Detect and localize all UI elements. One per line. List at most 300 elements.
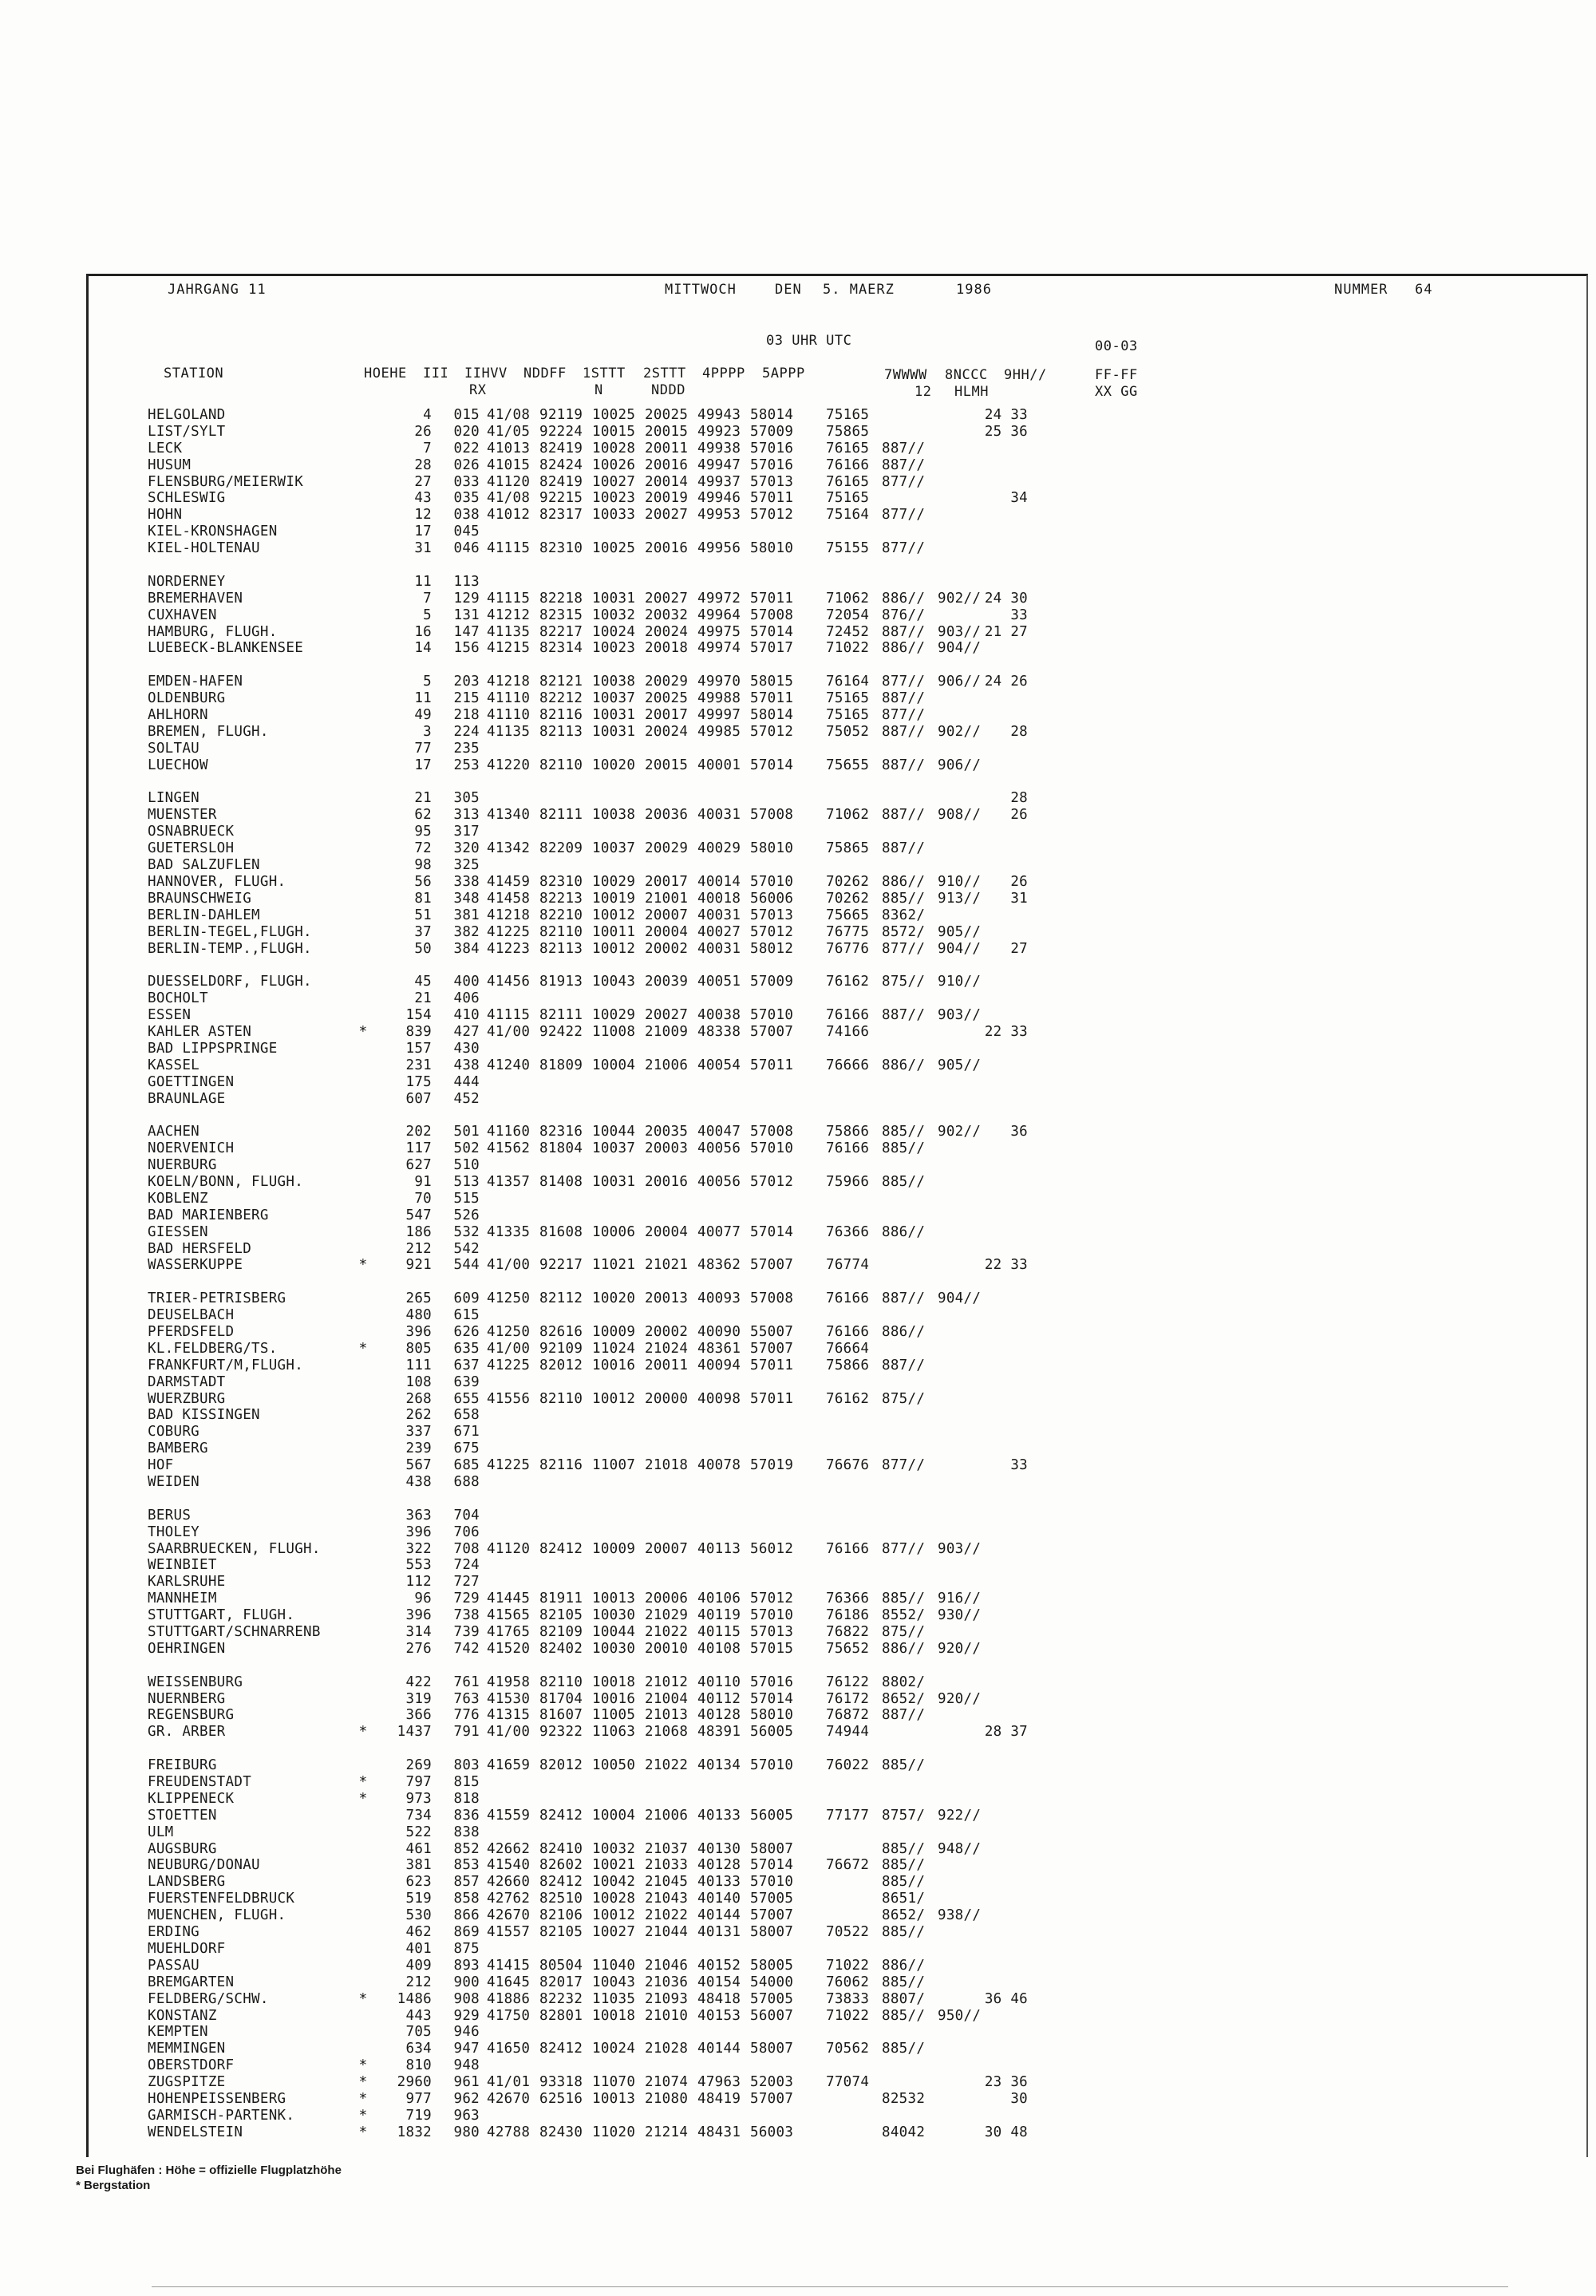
cell-nccc: 8652/ <box>882 1690 926 1707</box>
cell-sttt2: 20035 <box>645 1124 689 1140</box>
cell-sttt2 <box>638 524 690 540</box>
cell-mountain-mark <box>347 790 379 807</box>
cell-wwww: 75052 <box>826 723 870 740</box>
cell-nccc <box>882 2057 938 2074</box>
cell-appp: 57014 <box>750 1223 794 1240</box>
cell-pppp <box>690 1440 743 1457</box>
cell-nccc: 877// <box>882 940 926 957</box>
cell-station-name: FRANKFURT/M,FLUGH. <box>148 1357 304 1373</box>
cell-station-id: 962 <box>453 2090 480 2107</box>
cell-hoehe: 49 <box>414 707 432 724</box>
cell-mountain-mark <box>347 1557 379 1574</box>
cell-sttt2: 21029 <box>645 1607 689 1624</box>
cell-station-id: 444 <box>453 1073 480 1090</box>
cell-nddff <box>532 1524 585 1541</box>
cell-appp: 56005 <box>750 1807 794 1824</box>
cell-sttt1: 10020 <box>592 1290 636 1307</box>
cell-hh9: 910// <box>938 974 982 990</box>
table-row <box>148 741 1345 757</box>
cell-mountain-mark <box>347 891 379 907</box>
table-row <box>148 1824 1345 1841</box>
cell-spacer <box>796 724 826 741</box>
cell-wwww: 77074 <box>826 2074 870 2091</box>
cell-sttt2 <box>638 824 690 840</box>
cell-iihvv: 41225 <box>487 923 531 940</box>
number: 64 <box>1415 282 1433 298</box>
cell-iihvv: 41765 <box>487 1624 531 1641</box>
cell-spacer <box>796 1174 826 1191</box>
cell-station-name: STUTTGART, FLUGH. <box>148 1607 295 1624</box>
cell-ff-gg <box>984 1307 1028 1324</box>
cell-spacer <box>796 1140 826 1157</box>
cell-hoehe: 319 <box>405 1690 432 1707</box>
cell-mountain-mark <box>347 1124 379 1140</box>
cell-nddff: 82310 <box>539 540 583 557</box>
cell-appp: 57013 <box>750 907 794 923</box>
cell-ff-gg <box>984 1891 1028 1907</box>
cell-pppp <box>690 1207 743 1224</box>
cell-spacer <box>796 1941 826 1958</box>
cell-ff-gg <box>984 1241 1028 1258</box>
cell-hoehe: 409 <box>405 1957 432 1974</box>
cell-nddff: 82110 <box>539 923 583 940</box>
cell-nccc <box>882 1440 938 1457</box>
cell-hoehe: 401 <box>405 1940 432 1957</box>
cell-station-name: GR. ARBER <box>148 1724 226 1741</box>
cell-ff-gg <box>984 1541 1028 1558</box>
cell-hoehe: 363 <box>405 1507 432 1523</box>
cell-sttt1: 10033 <box>592 507 636 524</box>
cell-station-name: TRIER-PETRISBERG <box>148 1290 286 1307</box>
cell-appp: 57012 <box>750 923 794 940</box>
cell-pppp: 40090 <box>697 1323 741 1340</box>
table-row <box>148 441 1345 457</box>
group-spacer <box>148 1274 1345 1290</box>
cell-mountain-mark <box>347 924 379 941</box>
cell-sttt2 <box>638 2108 690 2124</box>
cell-station-name: OLDENBURG <box>148 690 226 707</box>
cell-station-id: 853 <box>453 1857 480 1874</box>
table-row <box>148 941 1345 958</box>
table-row <box>148 807 1345 824</box>
cell-hoehe: 31 <box>414 540 432 557</box>
cell-wwww <box>826 1474 882 1491</box>
cell-ff-gg <box>984 857 1028 874</box>
cell-station-id: 515 <box>453 1190 480 1207</box>
cell-station-name: WEIDEN <box>148 1474 200 1490</box>
cell-nddff: 82801 <box>539 2007 583 2024</box>
cell-mountain-mark <box>347 1591 379 1607</box>
cell-station-name: WENDELSTEIN <box>148 2124 243 2140</box>
cell-spacer <box>796 457 826 474</box>
cell-ff-gg <box>984 824 1028 840</box>
cell-ff-gg <box>984 1440 1028 1457</box>
cell-nccc: 8802/ <box>882 1674 926 1690</box>
cell-nccc: 887// <box>882 1357 926 1373</box>
cell-hh9 <box>938 457 984 474</box>
cell-hh9 <box>938 1140 984 1157</box>
cell-wwww: 76166 <box>826 1140 870 1157</box>
table-row <box>148 407 1345 424</box>
cell-nddff: 82111 <box>539 1007 583 1024</box>
cell-hoehe: 202 <box>405 1124 432 1140</box>
cell-wwww <box>826 574 882 591</box>
cell-iihvv <box>480 2057 532 2074</box>
cell-nddff: 82316 <box>539 1124 583 1140</box>
cell-ff-gg <box>984 1007 1028 1024</box>
cell-ff-gg <box>984 1907 1028 1924</box>
cell-station-name: WEISSENBURG <box>148 1674 243 1690</box>
cell-iihvv <box>480 741 532 757</box>
cell-mountain-mark <box>347 1374 379 1391</box>
cell-hh9 <box>938 1440 984 1457</box>
cell-sttt1 <box>585 2108 638 2124</box>
cell-wwww: 71022 <box>826 2007 870 2024</box>
cell-pppp: 40094 <box>697 1357 741 1373</box>
cell-mountain-mark <box>347 1457 379 1474</box>
cell-station-name: KONSTANZ <box>148 2007 217 2024</box>
cell-nccc: 886// <box>882 1640 926 1657</box>
cell-iihvv: 41565 <box>487 1607 531 1624</box>
cell-appp: 58005 <box>750 1957 794 1974</box>
cell-nddff <box>532 1091 585 1108</box>
cell-hoehe: 56 <box>414 873 432 890</box>
cell-pppp: 40112 <box>697 1690 741 1707</box>
cell-pppp: 40113 <box>697 1540 741 1557</box>
cell-appp: 57009 <box>750 974 794 990</box>
cell-spacer <box>796 1924 826 1941</box>
cell-hoehe: 81 <box>414 890 432 907</box>
cell-sttt1: 10044 <box>592 1624 636 1641</box>
cell-ff-gg: 28 <box>1010 790 1028 807</box>
cell-nccc: 887// <box>882 723 926 740</box>
cell-appp: 52003 <box>750 2074 794 2091</box>
cell-mountain-mark <box>347 1524 379 1541</box>
cell-sttt2: 20003 <box>645 1140 689 1157</box>
cell-wwww: 76162 <box>826 1390 870 1407</box>
cell-spacer <box>796 540 826 557</box>
cell-nddff: 92215 <box>539 490 583 507</box>
cell-appp <box>743 1374 796 1391</box>
cell-spacer <box>796 690 826 707</box>
cell-hoehe: 519 <box>405 1891 432 1907</box>
cell-station-name: LUECHOW <box>148 757 208 773</box>
cell-hoehe: 381 <box>405 1857 432 1874</box>
cell-iihvv: 41/08 <box>487 407 531 423</box>
cell-mountain-mark <box>347 724 379 741</box>
cell-station-name: NOERVENICH <box>148 1140 235 1157</box>
cell-ff-gg <box>984 2041 1028 2057</box>
cell-station-name: HOHN <box>148 507 183 524</box>
cell-nddff: 82430 <box>539 2124 583 2140</box>
footnote-airports: Bei Flughäfen : Höhe = offizielle Flugplatzhöhe <box>76 2164 342 2177</box>
cell-nddff: 82317 <box>539 507 583 524</box>
cell-sttt1: 10026 <box>592 456 636 473</box>
cell-sttt2 <box>638 1307 690 1324</box>
cell-appp: 56006 <box>750 890 794 907</box>
cell-spacer <box>796 607 826 624</box>
cell-spacer <box>796 1091 826 1108</box>
cell-station-name: ULM <box>148 1824 174 1840</box>
cell-sttt1: 10037 <box>592 1140 636 1157</box>
cell-ff-gg: 28 <box>1010 723 1028 740</box>
cell-mountain-mark <box>347 574 379 591</box>
cell-spacer <box>796 490 826 507</box>
cell-nccc <box>882 1941 938 1958</box>
cell-station-id: 305 <box>453 790 480 807</box>
cell-spacer <box>796 1907 826 1924</box>
cell-hh9 <box>938 407 984 424</box>
cell-spacer <box>796 1574 826 1591</box>
cell-station-id: 704 <box>453 1507 480 1523</box>
cell-hh9: 930// <box>938 1607 982 1624</box>
cell-iihvv <box>480 1157 532 1174</box>
cell-mountain-mark <box>347 591 379 607</box>
cell-spacer <box>796 1257 826 1274</box>
cell-pppp: 40098 <box>697 1390 741 1407</box>
cell-nddff: 82310 <box>539 873 583 890</box>
cell-hoehe: 553 <box>405 1557 432 1574</box>
cell-spacer <box>796 1624 826 1641</box>
cell-appp: 58010 <box>750 840 794 857</box>
table-row <box>148 2091 1345 2108</box>
cell-station-id: 224 <box>453 723 480 740</box>
cell-ff-gg <box>984 990 1028 1007</box>
cell-pppp <box>690 1374 743 1391</box>
cell-hh9 <box>938 1891 984 1907</box>
cell-nddff: 82419 <box>539 440 583 456</box>
cell-ff-gg <box>984 1057 1028 1074</box>
cell-nddff: 81607 <box>539 1707 583 1724</box>
cell-ff-gg <box>984 1841 1028 1858</box>
cell-spacer <box>796 1991 826 2008</box>
cell-station-id: 203 <box>453 674 480 690</box>
cell-sttt1: 10015 <box>592 423 636 440</box>
table-row <box>148 1041 1345 1057</box>
cell-station-id: 532 <box>453 1223 480 1240</box>
cell-iihvv <box>480 1041 532 1057</box>
cell-ff-gg: 33 <box>1010 1457 1028 1474</box>
cell-appp: 57010 <box>750 1607 794 1624</box>
cell-iihvv <box>480 1574 532 1591</box>
cell-spacer <box>796 1290 826 1307</box>
cell-mountain-mark <box>347 741 379 757</box>
cell-hh9 <box>938 1157 984 1174</box>
cell-hh9 <box>938 857 984 874</box>
cell-iihvv <box>480 1307 532 1324</box>
cell-mountain-mark: * <box>358 1774 368 1791</box>
cell-iihvv: 41415 <box>487 1957 531 1974</box>
cell-spacer <box>796 974 826 990</box>
cell-sttt2: 21013 <box>645 1707 689 1724</box>
cell-wwww <box>826 857 882 874</box>
cell-wwww: 70522 <box>826 1924 870 1941</box>
cell-nddff <box>532 1157 585 1174</box>
cell-spacer <box>796 1958 826 1974</box>
cell-mountain-mark <box>347 1941 379 1958</box>
cell-sttt1: 10013 <box>592 1591 636 1607</box>
cell-hh9: 903// <box>938 623 982 640</box>
cell-nccc: 877// <box>882 473 926 490</box>
cell-station-name: BAD LIPPSPRINGE <box>148 1040 278 1057</box>
cell-appp: 58012 <box>750 940 794 957</box>
cell-sttt2: 21022 <box>645 1624 689 1641</box>
table-row <box>148 690 1345 707</box>
cell-wwww <box>826 1841 882 1858</box>
cell-hh9 <box>938 1874 984 1891</box>
cell-mountain-mark <box>347 524 379 540</box>
cell-station-name: BERLIN-TEGEL,FLUGH. <box>148 923 312 940</box>
cell-spacer <box>796 1074 826 1091</box>
cell-station-name: ZUGSPITZE <box>148 2074 226 2091</box>
cell-station-id: 348 <box>453 890 480 907</box>
table-row <box>148 1074 1345 1091</box>
cell-hoehe: 462 <box>405 1924 432 1941</box>
cell-sttt1: 10020 <box>592 757 636 773</box>
cell-nddff: 82110 <box>539 1390 583 1407</box>
table-row <box>148 974 1345 990</box>
cell-station-name: THOLEY <box>148 1523 200 1540</box>
cell-sttt1: 10004 <box>592 1057 636 1073</box>
cell-sttt1 <box>585 2057 638 2074</box>
cell-iihvv: 41012 <box>487 507 531 524</box>
cell-station-name: STOETTEN <box>148 1807 217 1824</box>
cell-appp: 57007 <box>750 1340 794 1357</box>
col-12: 12 <box>915 384 932 400</box>
cell-sttt1: 11007 <box>592 1457 636 1474</box>
cell-appp: 57013 <box>750 1624 794 1641</box>
cell-iihvv <box>480 1207 532 1224</box>
cell-mountain-mark: * <box>358 2107 368 2124</box>
cell-sttt1: 11040 <box>592 1957 636 1974</box>
cell-hh9 <box>938 2041 984 2057</box>
cell-wwww: 76676 <box>826 1457 870 1474</box>
cell-station-id: 761 <box>453 1674 480 1690</box>
cell-appp: 58010 <box>750 540 794 557</box>
cell-iihvv: 41/05 <box>487 423 531 440</box>
cell-nddff: 81804 <box>539 1140 583 1157</box>
table-row <box>148 2124 1345 2141</box>
group-spacer <box>148 1107 1345 1124</box>
cell-sttt2 <box>638 790 690 807</box>
cell-station-id: 513 <box>453 1173 480 1190</box>
cell-spacer <box>796 707 826 724</box>
cell-pppp <box>690 1791 743 1808</box>
cell-appp: 57008 <box>750 1290 794 1307</box>
cell-nccc <box>882 1407 938 1424</box>
cell-sttt2: 20036 <box>645 807 689 824</box>
cell-station-id: 706 <box>453 1523 480 1540</box>
cell-nddff <box>532 824 585 840</box>
cell-ff-gg <box>984 924 1028 941</box>
cell-wwww: 75865 <box>826 423 870 440</box>
cell-spacer <box>796 1374 826 1391</box>
cell-hh9: 905// <box>938 1057 982 1073</box>
cell-nccc <box>882 490 938 507</box>
cell-ff-gg <box>984 707 1028 724</box>
cell-iihvv: 41340 <box>487 807 531 824</box>
cell-ff-gg <box>984 1041 1028 1057</box>
cell-pppp <box>690 1557 743 1574</box>
cell-sttt2: 21036 <box>645 1974 689 1990</box>
cell-sttt1 <box>585 1824 638 1841</box>
col-hoehe: HOEHE <box>364 366 407 381</box>
group-spacer <box>148 1491 1345 1508</box>
cell-pppp: 40154 <box>697 1974 741 1990</box>
cell-sttt2: 21010 <box>645 2007 689 2024</box>
cell-station-name: LINGEN <box>148 790 200 807</box>
cell-hh9: 902// <box>938 723 982 740</box>
cell-mountain-mark <box>347 1174 379 1191</box>
cell-appp: 58010 <box>750 1707 794 1724</box>
cell-pppp: 47963 <box>697 2074 741 2091</box>
cell-pppp: 40110 <box>697 1674 741 1690</box>
cell-sttt1 <box>585 1941 638 1958</box>
table-row <box>148 1257 1345 1274</box>
cell-nccc: 886// <box>882 1323 926 1340</box>
cell-station-name: EMDEN-HAFEN <box>148 674 243 690</box>
cell-pppp <box>690 2024 743 2041</box>
cell-iihvv: 42662 <box>487 1840 531 1857</box>
cell-wwww: 76166 <box>826 1007 870 1024</box>
cell-sttt1: 11021 <box>592 1257 636 1274</box>
cell-nccc: 875// <box>882 1390 926 1407</box>
cell-wwww: 75164 <box>826 507 870 524</box>
cell-wwww: 71022 <box>826 640 870 657</box>
cell-sttt2 <box>638 1407 690 1424</box>
cell-appp: 56005 <box>750 1724 794 1741</box>
cell-spacer <box>796 1457 826 1474</box>
cell-station-id: 035 <box>453 490 480 507</box>
cell-spacer <box>796 1874 826 1891</box>
table-row <box>148 591 1345 607</box>
cell-nccc <box>882 1207 938 1224</box>
cell-nddff: 82112 <box>539 1290 583 1307</box>
cell-station-id: 156 <box>453 640 480 657</box>
cell-wwww <box>826 1207 882 1224</box>
cell-iihvv: 41240 <box>487 1057 531 1073</box>
cell-hoehe: 157 <box>405 1040 432 1057</box>
cell-hoehe: 14 <box>414 640 432 657</box>
cell-sttt1: 11020 <box>592 2124 636 2140</box>
cell-station-name: LIST/SYLT <box>148 423 226 440</box>
cell-wwww <box>826 1557 882 1574</box>
cell-station-id: 688 <box>453 1474 480 1490</box>
cell-station-name: NEUBURG/DONAU <box>148 1857 260 1874</box>
cell-wwww: 76166 <box>826 1323 870 1340</box>
table-row <box>148 490 1345 507</box>
station-table <box>148 407 1345 2141</box>
cell-mountain-mark <box>347 507 379 524</box>
cell-iihvv: 41520 <box>487 1640 531 1657</box>
cell-spacer <box>796 1024 826 1041</box>
cell-sttt1 <box>585 1157 638 1174</box>
cell-appp: 56007 <box>750 2007 794 2024</box>
cell-nccc: 875// <box>882 974 926 990</box>
cell-sttt2 <box>638 1791 690 1808</box>
cell-ff-gg <box>984 507 1028 524</box>
cell-wwww <box>826 2024 882 2041</box>
cell-station-id: 637 <box>453 1357 480 1373</box>
cell-nddff <box>532 1191 585 1207</box>
cell-station-name: BREMGARTEN <box>148 1974 235 1990</box>
cell-ff-gg <box>984 1974 1028 1991</box>
cell-spacer <box>796 424 826 441</box>
cell-hoehe: 72 <box>414 840 432 857</box>
cell-sttt1: 10009 <box>592 1323 636 1340</box>
cell-sttt2: 21012 <box>645 1674 689 1690</box>
group-spacer <box>148 657 1345 674</box>
